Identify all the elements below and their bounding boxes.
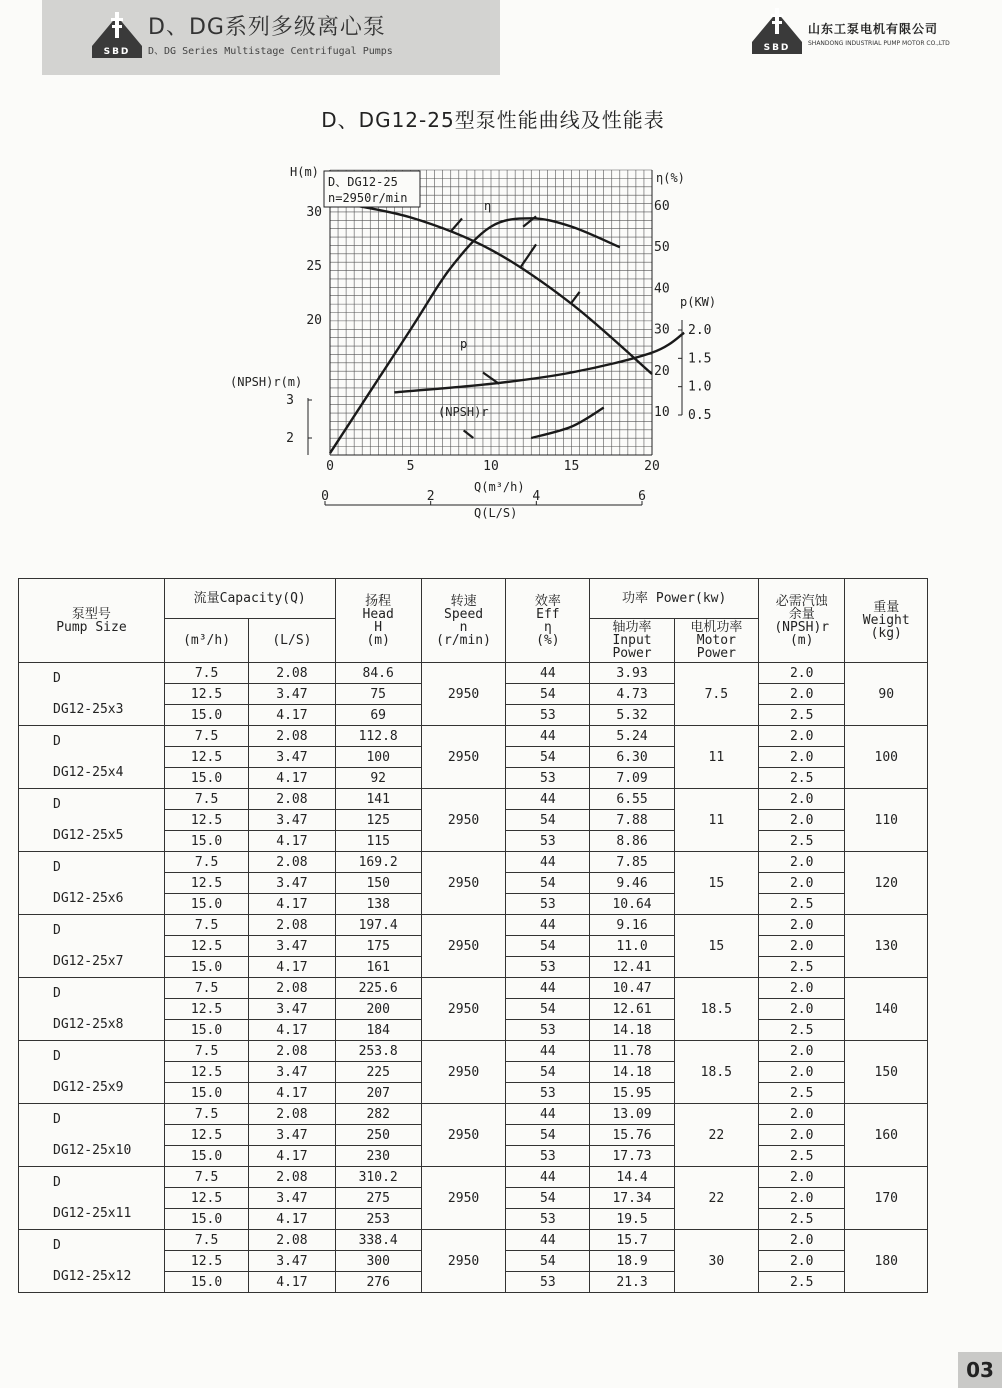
table-row bbox=[19, 1104, 928, 1125]
table-row bbox=[19, 789, 928, 810]
eff-cell: 53 bbox=[506, 1146, 590, 1167]
head-cell: 230 bbox=[335, 1146, 421, 1167]
shaft-power-cell: 7.09 bbox=[590, 768, 674, 789]
h-axis-label: H(m) bbox=[290, 165, 319, 179]
q-ls-cell: 4.17 bbox=[249, 1209, 335, 1230]
shaft-power-cell: 12.61 bbox=[590, 999, 674, 1020]
shaft-power-cell: 10.64 bbox=[590, 894, 674, 915]
q-ls-cell: 3.47 bbox=[249, 873, 335, 894]
eta-tick-label: 20 bbox=[654, 363, 670, 379]
q-ls-cell: 3.47 bbox=[249, 1062, 335, 1083]
npsh-cell: 2.5 bbox=[758, 768, 845, 789]
npsh-cell: 2.0 bbox=[758, 978, 845, 999]
qls-tick-label: 0 bbox=[321, 489, 329, 504]
p-curve-label: p bbox=[460, 337, 468, 351]
p-tick-label: 2.0 bbox=[688, 323, 712, 338]
shaft-power-cell: 12.41 bbox=[590, 957, 674, 978]
p-tick-label: 1.5 bbox=[688, 351, 712, 367]
q-m3h-cell: 15.0 bbox=[164, 1020, 248, 1041]
q-ls-cell: 2.08 bbox=[249, 915, 335, 936]
q-m3h-cell: 12.5 bbox=[164, 1062, 248, 1083]
model-label: D、DG12-25 bbox=[328, 175, 398, 189]
head-cell: 253 bbox=[335, 1209, 421, 1230]
eta-tick-label: 30 bbox=[654, 322, 670, 338]
npsh-curve-label: (NPSH)r bbox=[438, 405, 489, 419]
npsh-cell: 2.0 bbox=[758, 852, 845, 873]
shaft-power-cell: 10.47 bbox=[590, 978, 674, 999]
q-tick-label: 10 bbox=[483, 459, 499, 474]
q-m3h-cell: 7.5 bbox=[164, 726, 248, 747]
shaft-power-cell: 7.88 bbox=[590, 810, 674, 831]
q-ls-cell: 4.17 bbox=[249, 1146, 335, 1167]
q-ls-cell: 3.47 bbox=[249, 936, 335, 957]
table-row bbox=[19, 852, 928, 873]
eff-cell: 44 bbox=[506, 915, 590, 936]
q-m3h-cell: 12.5 bbox=[164, 810, 248, 831]
speed-cell: 2950 bbox=[421, 1104, 506, 1167]
npsh-cell: 2.0 bbox=[758, 1062, 845, 1083]
npsh-cell: 2.5 bbox=[758, 1020, 845, 1041]
shaft-power-cell: 5.24 bbox=[590, 726, 674, 747]
shaft-power-cell: 6.30 bbox=[590, 747, 674, 768]
weight-cell: 140 bbox=[845, 978, 928, 1041]
q-m3h-cell: 15.0 bbox=[164, 1083, 248, 1104]
npsh-cell: 2.0 bbox=[758, 747, 845, 768]
head-cell: 161 bbox=[335, 957, 421, 978]
shaft-power-cell: 17.34 bbox=[590, 1188, 674, 1209]
col-q-ls: (L/S) bbox=[249, 619, 335, 663]
head-cell: 138 bbox=[335, 894, 421, 915]
head-cell: 84.6 bbox=[335, 663, 421, 684]
performance-table bbox=[18, 578, 928, 1293]
shaft-power-cell: 6.55 bbox=[590, 789, 674, 810]
eta-tick-label: 50 bbox=[654, 240, 670, 256]
q-ls-cell: 3.47 bbox=[249, 684, 335, 705]
eff-cell: 44 bbox=[506, 1167, 590, 1188]
shaft-power-cell: 11.0 bbox=[590, 936, 674, 957]
h-tick-label: 20 bbox=[306, 313, 322, 328]
npsh-cell: 2.0 bbox=[758, 1167, 845, 1188]
eff-cell: 54 bbox=[506, 1188, 590, 1209]
eff-cell: 54 bbox=[506, 999, 590, 1020]
head-cell: 275 bbox=[335, 1188, 421, 1209]
table-row bbox=[19, 915, 928, 936]
eff-cell: 53 bbox=[506, 831, 590, 852]
eff-cell: 54 bbox=[506, 810, 590, 831]
company-name-cn: 山东工泵电机有限公司 bbox=[808, 22, 939, 36]
head-cell: 150 bbox=[335, 873, 421, 894]
shaft-power-cell: 8.86 bbox=[590, 831, 674, 852]
col-power: 功率 Power(kw) bbox=[590, 579, 759, 619]
table-row bbox=[19, 1167, 928, 1188]
pump-model-cell: D DG12-25x10 bbox=[19, 1104, 165, 1167]
qls-tick-label: 6 bbox=[638, 489, 646, 504]
npsh-cell: 2.0 bbox=[758, 936, 845, 957]
q-m3h-cell: 12.5 bbox=[164, 1125, 248, 1146]
eta-curve-label: η bbox=[484, 199, 492, 213]
motor-power-cell: 30 bbox=[674, 1230, 758, 1293]
q-m3h-cell: 15.0 bbox=[164, 1209, 248, 1230]
motor-power-cell: 22 bbox=[674, 1104, 758, 1167]
eff-cell: 53 bbox=[506, 894, 590, 915]
pump-model-cell: D DG12-25x4 bbox=[19, 726, 165, 789]
npsh-cell: 2.5 bbox=[758, 894, 845, 915]
head-cell: 69 bbox=[335, 705, 421, 726]
shaft-power-cell: 7.85 bbox=[590, 852, 674, 873]
qls-axis-label: Q(L/S) bbox=[474, 506, 518, 520]
head-cell: 250 bbox=[335, 1125, 421, 1146]
logo-text: SBD bbox=[92, 46, 142, 58]
q-m3h-cell: 15.0 bbox=[164, 768, 248, 789]
sbd-logo-right bbox=[752, 6, 802, 54]
q-ls-cell: 3.47 bbox=[249, 1251, 335, 1272]
sbd-logo-left bbox=[92, 10, 142, 58]
npsh-cell: 2.0 bbox=[758, 915, 845, 936]
series-title-en: D、DG Series Multistage Centrifugal Pumps bbox=[148, 46, 393, 57]
q-m3h-cell: 15.0 bbox=[164, 831, 248, 852]
npsh-cell: 2.0 bbox=[758, 684, 845, 705]
q-ls-cell: 4.17 bbox=[249, 957, 335, 978]
speed-cell: 2950 bbox=[421, 663, 506, 726]
eff-cell: 53 bbox=[506, 705, 590, 726]
npsh-cell: 2.5 bbox=[758, 1083, 845, 1104]
head-cell: 276 bbox=[335, 1272, 421, 1293]
motor-power-cell: 15 bbox=[674, 852, 758, 915]
speed-cell: 2950 bbox=[421, 1230, 506, 1293]
eff-cell: 53 bbox=[506, 957, 590, 978]
q-m3h-cell: 7.5 bbox=[164, 1167, 248, 1188]
speed-label: n=2950r/min bbox=[328, 191, 408, 205]
qls-tick-label: 4 bbox=[532, 489, 541, 504]
col-npsh: 必需汽蚀 余量 (NPSH)r (m) bbox=[758, 579, 845, 663]
q-ls-cell: 2.08 bbox=[249, 789, 335, 810]
q-ls-cell: 2.08 bbox=[249, 1104, 335, 1125]
motor-power-cell: 11 bbox=[674, 789, 758, 852]
q-tick-label: 15 bbox=[563, 459, 580, 474]
q-tick-label: 0 bbox=[326, 459, 334, 474]
company-name-en: SHANDONG INDUSTRIAL PUMP MOTOR CO.,LTD bbox=[808, 40, 950, 47]
npsh-cell: 2.5 bbox=[758, 1146, 845, 1167]
eta-tick-label: 10 bbox=[654, 405, 670, 420]
col-head: 扬程 Head H (m) bbox=[335, 579, 421, 663]
motor-power-cell: 11 bbox=[674, 726, 758, 789]
range-marker bbox=[572, 292, 580, 303]
series-title-cn: D、DG系列多级离心泵 bbox=[148, 15, 386, 40]
q-m3h-cell: 7.5 bbox=[164, 663, 248, 684]
page-title: D、DG12-25型泵性能曲线及性能表 bbox=[321, 108, 665, 132]
eff-cell: 44 bbox=[506, 663, 590, 684]
q-m3h-cell: 15.0 bbox=[164, 1146, 248, 1167]
table-row bbox=[19, 726, 928, 747]
shaft-power-cell: 11.78 bbox=[590, 1041, 674, 1062]
eff-cell: 44 bbox=[506, 978, 590, 999]
npsh-cell: 2.5 bbox=[758, 705, 845, 726]
pump-model-cell: D DG12-25x3 bbox=[19, 663, 165, 726]
q-ls-cell: 3.47 bbox=[249, 810, 335, 831]
qls-tick-label: 2 bbox=[426, 489, 435, 504]
q-m3h-cell: 7.5 bbox=[164, 978, 248, 999]
table-row bbox=[19, 1041, 928, 1062]
motor-power-cell: 18.5 bbox=[674, 978, 758, 1041]
head-cell: 207 bbox=[335, 1083, 421, 1104]
p-tick-label: 0.5 bbox=[688, 408, 712, 423]
eff-cell: 44 bbox=[506, 1104, 590, 1125]
eff-cell: 53 bbox=[506, 1020, 590, 1041]
head-cell: 253.8 bbox=[335, 1041, 421, 1062]
eff-cell: 54 bbox=[506, 1125, 590, 1146]
q-m3h-cell: 15.0 bbox=[164, 894, 248, 915]
head-cell: 169.2 bbox=[335, 852, 421, 873]
q-ls-cell: 2.08 bbox=[249, 726, 335, 747]
q-ls-cell: 2.08 bbox=[249, 1230, 335, 1251]
col-motor-power: 电机功率 Motor Power bbox=[674, 619, 758, 663]
q-m3h-cell: 7.5 bbox=[164, 789, 248, 810]
motor-power-cell: 15 bbox=[674, 915, 758, 978]
npsh-cell: 2.0 bbox=[758, 810, 845, 831]
head-cell: 112.8 bbox=[335, 726, 421, 747]
eff-cell: 44 bbox=[506, 1041, 590, 1062]
weight-cell: 120 bbox=[845, 852, 928, 915]
shaft-power-cell: 15.95 bbox=[590, 1083, 674, 1104]
weight-cell: 130 bbox=[845, 915, 928, 978]
table-body bbox=[19, 663, 928, 1293]
pump-model-cell: D DG12-25x8 bbox=[19, 978, 165, 1041]
npsh-cell: 2.0 bbox=[758, 1125, 845, 1146]
q-m3h-cell: 12.5 bbox=[164, 1188, 248, 1209]
speed-cell: 2950 bbox=[421, 1167, 506, 1230]
page-number: 03 bbox=[958, 1352, 1002, 1388]
q-m3h-cell: 7.5 bbox=[164, 915, 248, 936]
head-cell: 92 bbox=[335, 768, 421, 789]
q-m3h-cell: 12.5 bbox=[164, 936, 248, 957]
q-ls-cell: 4.17 bbox=[249, 705, 335, 726]
npsh-tick-label: 2 bbox=[286, 431, 294, 446]
shaft-power-cell: 3.93 bbox=[590, 663, 674, 684]
head-cell: 310.2 bbox=[335, 1167, 421, 1188]
shaft-power-cell: 9.16 bbox=[590, 915, 674, 936]
performance-chart bbox=[220, 150, 720, 530]
h-tick-label: 25 bbox=[306, 259, 322, 274]
head-cell: 184 bbox=[335, 1020, 421, 1041]
npsh-curve bbox=[531, 408, 603, 438]
eff-cell: 54 bbox=[506, 1251, 590, 1272]
npsh-cell: 2.0 bbox=[758, 999, 845, 1020]
q-m3h-cell: 12.5 bbox=[164, 684, 248, 705]
eff-cell: 53 bbox=[506, 1083, 590, 1104]
q-ls-cell: 2.08 bbox=[249, 978, 335, 999]
logo-text: SBD bbox=[752, 42, 802, 54]
table-row bbox=[19, 663, 928, 684]
q-ls-cell: 2.08 bbox=[249, 1041, 335, 1062]
shaft-power-cell: 14.4 bbox=[590, 1167, 674, 1188]
q-ls-cell: 3.47 bbox=[249, 999, 335, 1020]
weight-cell: 180 bbox=[845, 1230, 928, 1293]
q-ls-cell: 4.17 bbox=[249, 894, 335, 915]
speed-cell: 2950 bbox=[421, 726, 506, 789]
head-cell: 175 bbox=[335, 936, 421, 957]
p-axis-label: p(KW) bbox=[680, 295, 717, 309]
eta-tick-label: 40 bbox=[654, 281, 670, 297]
pump-model-cell: D DG12-25x12 bbox=[19, 1230, 165, 1293]
h-tick-label: 30 bbox=[306, 205, 322, 220]
shaft-power-cell: 17.73 bbox=[590, 1146, 674, 1167]
shaft-power-cell: 15.7 bbox=[590, 1230, 674, 1251]
eff-cell: 53 bbox=[506, 1209, 590, 1230]
head-cell: 282 bbox=[335, 1104, 421, 1125]
col-weight: 重量 Weight (kg) bbox=[845, 579, 928, 663]
npsh-cell: 2.0 bbox=[758, 1104, 845, 1125]
speed-cell: 2950 bbox=[421, 978, 506, 1041]
shaft-power-cell: 14.18 bbox=[590, 1020, 674, 1041]
eff-cell: 53 bbox=[506, 768, 590, 789]
q-m3h-cell: 12.5 bbox=[164, 747, 248, 768]
npsh-tick-label: 3 bbox=[286, 393, 294, 408]
q-ls-cell: 2.08 bbox=[249, 663, 335, 684]
col-pump-size: 泵型号 Pump Size bbox=[19, 579, 165, 663]
q-m3h-cell: 12.5 bbox=[164, 1251, 248, 1272]
head-cell: 100 bbox=[335, 747, 421, 768]
head-cell: 225.6 bbox=[335, 978, 421, 999]
range-marker bbox=[464, 430, 474, 438]
eff-cell: 54 bbox=[506, 873, 590, 894]
shaft-power-cell: 4.73 bbox=[590, 684, 674, 705]
npsh-cell: 2.5 bbox=[758, 1209, 845, 1230]
pump-model-cell: D DG12-25x7 bbox=[19, 915, 165, 978]
col-q-m3h: (m³/h) bbox=[164, 619, 248, 663]
col-speed: 转速 Speed n (r/min) bbox=[421, 579, 506, 663]
npsh-cell: 2.0 bbox=[758, 1188, 845, 1209]
table-row bbox=[19, 978, 928, 999]
motor-power-cell: 18.5 bbox=[674, 1041, 758, 1104]
q-tick-label: 5 bbox=[406, 459, 415, 474]
q-tick-label: 20 bbox=[644, 459, 660, 474]
table-row bbox=[19, 1230, 928, 1251]
speed-cell: 2950 bbox=[421, 789, 506, 852]
q-ls-cell: 3.47 bbox=[249, 1188, 335, 1209]
head-cell: 200 bbox=[335, 999, 421, 1020]
shaft-power-cell: 15.76 bbox=[590, 1125, 674, 1146]
eff-cell: 54 bbox=[506, 684, 590, 705]
npsh-cell: 2.0 bbox=[758, 789, 845, 810]
pump-model-cell: D DG12-25x9 bbox=[19, 1041, 165, 1104]
npsh-cell: 2.0 bbox=[758, 1230, 845, 1251]
npsh-cell: 2.0 bbox=[758, 663, 845, 684]
p-tick-label: 1.0 bbox=[688, 379, 712, 395]
weight-cell: 170 bbox=[845, 1167, 928, 1230]
head-cell: 197.4 bbox=[335, 915, 421, 936]
speed-cell: 2950 bbox=[421, 852, 506, 915]
head-cell: 75 bbox=[335, 684, 421, 705]
head-cell: 338.4 bbox=[335, 1230, 421, 1251]
npsh-cell: 2.0 bbox=[758, 1251, 845, 1272]
q-m3h-cell: 7.5 bbox=[164, 1041, 248, 1062]
weight-cell: 90 bbox=[845, 663, 928, 726]
eff-cell: 54 bbox=[506, 747, 590, 768]
q-m3h-cell: 7.5 bbox=[164, 1104, 248, 1125]
weight-cell: 150 bbox=[845, 1041, 928, 1104]
q-ls-cell: 4.17 bbox=[249, 1020, 335, 1041]
npsh-axis-label: (NPSH)r(m) bbox=[230, 375, 303, 389]
eta-tick-label: 60 bbox=[654, 199, 670, 214]
col-shaft-power: 轴功率 Input Power bbox=[590, 619, 674, 663]
shaft-power-cell: 18.9 bbox=[590, 1251, 674, 1272]
q-ls-cell: 4.17 bbox=[249, 831, 335, 852]
eff-cell: 44 bbox=[506, 789, 590, 810]
shaft-power-cell: 13.09 bbox=[590, 1104, 674, 1125]
q-ls-cell: 4.17 bbox=[249, 1083, 335, 1104]
shaft-power-cell: 14.18 bbox=[590, 1062, 674, 1083]
col-capacity: 流量Capacity(Q) bbox=[164, 579, 335, 619]
q-m3h-cell: 7.5 bbox=[164, 1230, 248, 1251]
motor-power-cell: 7.5 bbox=[674, 663, 758, 726]
q-m3h-cell: 15.0 bbox=[164, 705, 248, 726]
q-ls-cell: 2.08 bbox=[249, 1167, 335, 1188]
eff-cell: 54 bbox=[506, 936, 590, 957]
head-cell: 125 bbox=[335, 810, 421, 831]
q-m3h-cell: 12.5 bbox=[164, 873, 248, 894]
q-ls-cell: 3.47 bbox=[249, 747, 335, 768]
eta-axis-label: η(%) bbox=[656, 171, 685, 185]
npsh-cell: 2.5 bbox=[758, 1272, 845, 1293]
q-axis-label: Q(m³/h) bbox=[474, 480, 525, 494]
eff-cell: 44 bbox=[506, 1230, 590, 1251]
q-m3h-cell: 15.0 bbox=[164, 957, 248, 978]
weight-cell: 160 bbox=[845, 1104, 928, 1167]
q-m3h-cell: 15.0 bbox=[164, 1272, 248, 1293]
npsh-cell: 2.0 bbox=[758, 1041, 845, 1062]
head-cell: 141 bbox=[335, 789, 421, 810]
pump-model-cell: D DG12-25x5 bbox=[19, 789, 165, 852]
shaft-power-cell: 5.32 bbox=[590, 705, 674, 726]
npsh-cell: 2.5 bbox=[758, 957, 845, 978]
speed-cell: 2950 bbox=[421, 1041, 506, 1104]
npsh-cell: 2.0 bbox=[758, 873, 845, 894]
head-cell: 300 bbox=[335, 1251, 421, 1272]
eff-cell: 44 bbox=[506, 726, 590, 747]
motor-power-cell: 22 bbox=[674, 1167, 758, 1230]
npsh-cell: 2.0 bbox=[758, 726, 845, 747]
eff-cell: 44 bbox=[506, 852, 590, 873]
q-ls-cell: 2.08 bbox=[249, 852, 335, 873]
eff-cell: 54 bbox=[506, 1062, 590, 1083]
pump-model-cell: D DG12-25x6 bbox=[19, 852, 165, 915]
shaft-power-cell: 19.5 bbox=[590, 1209, 674, 1230]
q-ls-cell: 4.17 bbox=[249, 1272, 335, 1293]
pump-model-cell: D DG12-25x11 bbox=[19, 1167, 165, 1230]
q-m3h-cell: 12.5 bbox=[164, 999, 248, 1020]
head-cell: 225 bbox=[335, 1062, 421, 1083]
head-cell: 115 bbox=[335, 831, 421, 852]
weight-cell: 100 bbox=[845, 726, 928, 789]
npsh-cell: 2.5 bbox=[758, 831, 845, 852]
shaft-power-cell: 21.3 bbox=[590, 1272, 674, 1293]
col-eff: 效率 Eff η (%) bbox=[506, 579, 590, 663]
range-marker bbox=[520, 244, 536, 268]
q-m3h-cell: 7.5 bbox=[164, 852, 248, 873]
q-ls-cell: 3.47 bbox=[249, 1125, 335, 1146]
speed-cell: 2950 bbox=[421, 915, 506, 978]
eff-cell: 53 bbox=[506, 1272, 590, 1293]
weight-cell: 110 bbox=[845, 789, 928, 852]
q-ls-cell: 4.17 bbox=[249, 768, 335, 789]
shaft-power-cell: 9.46 bbox=[590, 873, 674, 894]
